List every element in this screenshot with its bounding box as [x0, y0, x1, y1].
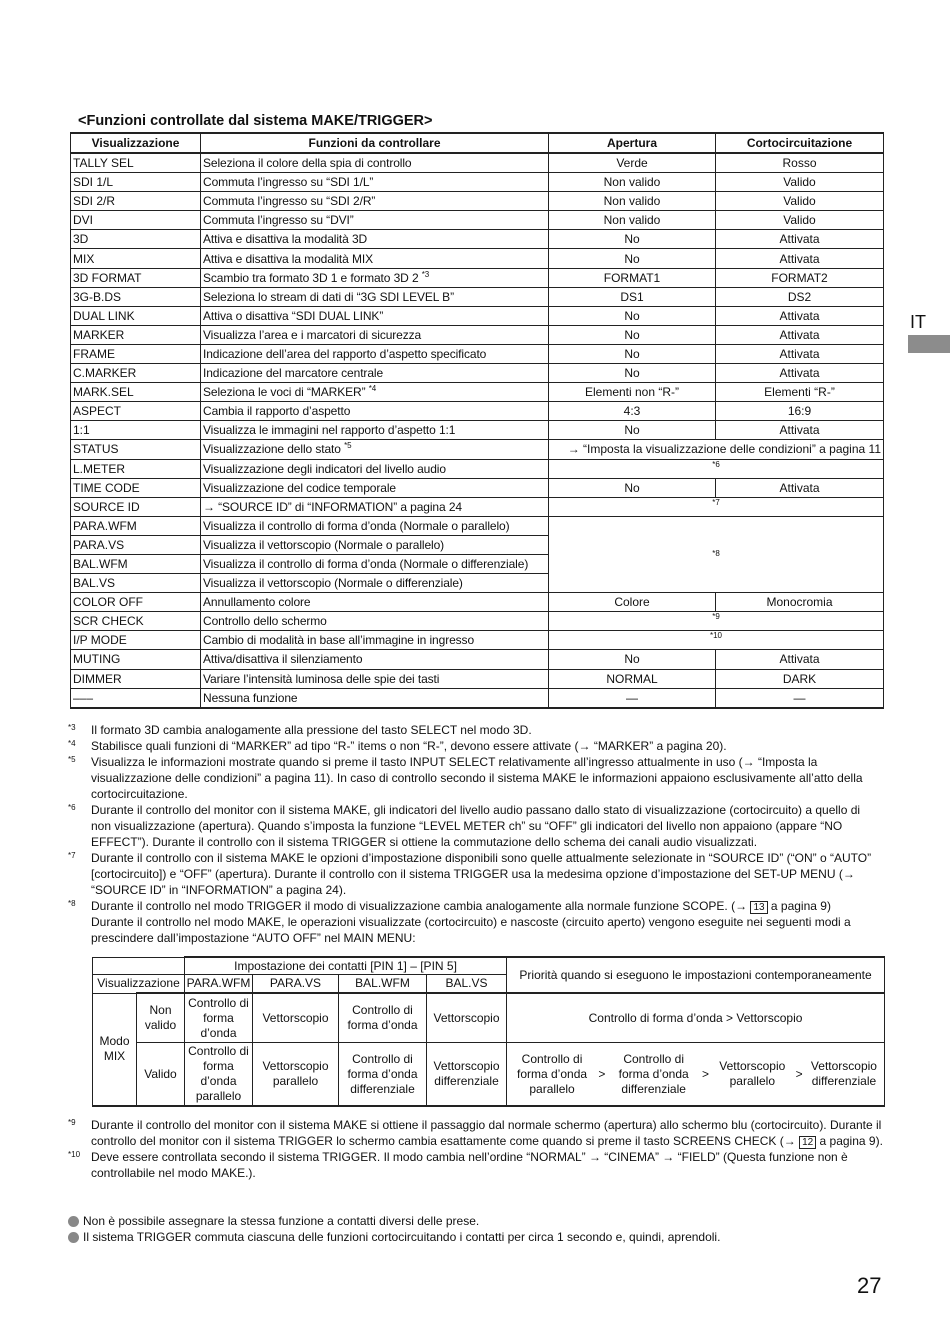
footnote-text: Deve essere controllata secondo il sistema TRIGGER. Il modo cambia nell’ordine “NORMAL” → “CINEMA” → “FIELD” (Questa funzione non è controllabile nel modo MAKE.).	[91, 1150, 848, 1180]
table-row	[71, 364, 884, 383]
footnote-ref: *3	[421, 269, 430, 279]
row-short: Elementi “R-”	[716, 383, 884, 402]
table-header-row	[71, 133, 884, 153]
row-function	[201, 593, 549, 612]
priority-item: Vettorscopio parallelo	[719, 1059, 786, 1088]
row-open: No	[549, 421, 716, 440]
row-open: No	[549, 249, 716, 268]
table-row	[71, 153, 884, 173]
footnote-ref: *5	[344, 441, 352, 451]
row-function-text: Visualizzazione del codice temporale	[203, 480, 396, 495]
table-row	[71, 612, 884, 631]
row-function	[201, 574, 549, 593]
cell-bal-wfm: Controllo di forma d’onda	[339, 993, 427, 1043]
row-function	[201, 516, 549, 535]
footnote-mark: *3	[68, 723, 76, 732]
row-function	[201, 192, 549, 211]
table-row	[71, 249, 884, 268]
row-function-text: Annullamento colore	[203, 595, 311, 610]
row-function-text: Commuta l’ingresso su “SDI 1/L”	[203, 175, 374, 190]
footnote-text-c: Durante il controllo nel modo MAKE, le operazioni visualizzate (cortocircuito) e nascoste (circuito aperto) vengono eseguite nei seguenti modi a prescindere dall’impostazione “AUTO OFF” nel MAIN MENU:	[91, 915, 851, 945]
cell-bal-vs: Vettorscopio differenziale	[427, 1043, 507, 1107]
row-display: C.MARKER	[71, 364, 201, 383]
cell-bal-vs: Vettorscopio	[427, 993, 507, 1043]
footnote-mark: *8	[68, 899, 76, 908]
row-short: Attivata	[716, 306, 884, 325]
row-display: BAL.WFM	[71, 554, 201, 573]
row-display: DVI	[71, 211, 201, 230]
row-display: PARA.VS	[71, 535, 201, 554]
row-display: SDI 1/L	[71, 173, 201, 192]
page-number: 27	[857, 1273, 882, 1298]
bullet-item	[68, 1213, 720, 1229]
row-function	[201, 153, 549, 173]
row-short: Attivata	[716, 421, 884, 440]
row-short: Attivata	[716, 230, 884, 249]
row-display: DIMMER	[71, 669, 201, 688]
row-function-text: Cambia il rapporto d’aspetto	[203, 404, 351, 419]
row-function	[201, 650, 549, 669]
row-open: Verde	[549, 153, 716, 173]
header-display: Visualizzazione	[71, 133, 201, 153]
row-open: Non valido	[549, 192, 716, 211]
mode-mix-cell: Modo MIX	[93, 993, 137, 1106]
cell-bal-wfm: Controllo di forma d’onda differenziale	[339, 1043, 427, 1107]
cell-para-vs: Vettorscopio parallelo	[253, 1043, 339, 1107]
row-span-note: *6	[549, 459, 884, 478]
row-function-text: Indicazione dell’area del rapporto d’aspetto specificato	[203, 346, 487, 361]
row-function-text: Attiva e disattiva la modalità 3D	[203, 232, 368, 247]
row-span-ref: → “Imposta la visualizzazione delle condizioni” a pagina 11	[549, 440, 884, 459]
row-function-text: Cambio di modalità in base all’immagine in ingresso	[203, 633, 475, 648]
row-function-text: Visualizza il controllo di forma d’onda (Normale o parallelo)	[203, 518, 510, 533]
row-short: Valido	[716, 211, 884, 230]
cell-para-wfm: Controllo di forma d’onda	[185, 993, 253, 1043]
footnote-10	[68, 1149, 883, 1181]
row-function-text: Seleziona lo stream di dati di “3G SDI LEVEL B”	[203, 289, 454, 304]
row-open: No	[549, 650, 716, 669]
row-function-text: Commuta l’ingresso su “SDI 2/R”	[203, 194, 376, 209]
table-row	[71, 440, 884, 459]
row-display: SDI 2/R	[71, 192, 201, 211]
row-function	[201, 268, 549, 287]
section-title: <Funzioni controllate dal sistema MAKE/TRIGGER>	[78, 113, 433, 129]
table-row	[71, 421, 884, 440]
row-function-text: Variare l’intensità luminosa delle spie dei tasti	[203, 671, 440, 686]
table-row	[71, 631, 884, 650]
row-function-text: Commuta l’ingresso su “DVI”	[203, 213, 354, 228]
footnote-text: Stabilisce quali funzioni di “MARKER” ad tipo “R-” items o non “R-”, devono essere attivate (→ “MARKER” a pagina 20).	[91, 739, 727, 753]
footnote-text: Durante il controllo con il sistema MAKE le opzioni d’impostazione disponibili sono quelle attualmente selezionate in “SOURCE ID” (“ON” o “AUTO” [cortocircuito]) e “OFF” (apertura). Durante il controllo con il sistema TRIGGER usa la medesima opzione d’impostazione del SET-UP MENU (→ “SOURCE ID” in “INFORMATION” a pagina 24).	[91, 851, 872, 897]
priority-header: Priorità quando si eseguono le impostazioni contemporaneamente	[507, 957, 885, 993]
footnote-4	[68, 738, 883, 754]
row-function-text: Visualizzazione degli indicatori del livello audio	[203, 461, 446, 476]
sub-col-bal-vs: BAL.VS	[427, 975, 507, 994]
row-short: 16:9	[716, 402, 884, 421]
row-display: I/P MODE	[71, 631, 201, 650]
contacts-header: Impostazione dei contatti [PIN 1] – [PIN 5]	[185, 957, 507, 975]
row-display: 1:1	[71, 421, 201, 440]
row-label-invalid: Non valido	[137, 993, 185, 1043]
row-function-text: Indicazione del marcatore centrale	[203, 366, 384, 381]
table-row	[71, 325, 884, 344]
row-group-note: *8	[549, 516, 884, 592]
row-short: FORMAT2	[716, 268, 884, 287]
table-row	[71, 688, 884, 708]
row-function-text: Scambio tra formato 3D 1 e formato 3D 2	[203, 270, 419, 285]
row-display: 3D FORMAT	[71, 268, 201, 287]
row-open: —	[549, 688, 716, 708]
table-row	[71, 173, 884, 192]
table-row	[71, 306, 884, 325]
table-row	[71, 478, 884, 497]
row-short: Attivata	[716, 478, 884, 497]
row-display: –––	[71, 688, 201, 708]
row-open: NORMAL	[549, 669, 716, 688]
footnote-mark: *5	[68, 755, 76, 764]
bullet-dot-icon	[68, 1232, 79, 1243]
row-display: 3G-B.DS	[71, 287, 201, 306]
row-function	[201, 306, 549, 325]
sub-col-para-vs: PARA.VS	[253, 975, 339, 994]
footnote-5	[68, 754, 883, 802]
bullet-dot-icon	[68, 1216, 79, 1227]
row-display: TIME CODE	[71, 478, 201, 497]
row-function	[201, 688, 549, 708]
table-row	[71, 268, 884, 287]
row-function-text: Nessuna funzione	[203, 690, 298, 705]
table-row	[71, 230, 884, 249]
row-function	[201, 402, 549, 421]
row-display: BAL.VS	[71, 574, 201, 593]
row-function-text: Attiva o disattiva “SDI DUAL LINK”	[203, 308, 384, 323]
priority-invalid: Controllo di forma d’onda > Vettorscopio	[507, 993, 885, 1043]
row-open: 4:3	[549, 402, 716, 421]
row-function	[201, 325, 549, 344]
row-function	[201, 478, 549, 497]
row-display: MARKER	[71, 325, 201, 344]
row-display: COLOR OFF	[71, 593, 201, 612]
row-display: TALLY SEL	[71, 153, 201, 173]
language-tab-label: IT	[910, 312, 926, 332]
cell-para-wfm: Controllo di forma d’onda parallelo	[185, 1043, 253, 1107]
header-open: Apertura	[549, 133, 716, 153]
row-display: L.METER	[71, 459, 201, 478]
footnote-text-a: Durante il controllo del monitor con il sistema MAKE si ottiene il passaggio dal normale schermo (apertura) allo schermo blu (cortocircuito). Durante il controllo del monitor con il sistema TRIGGER lo schermo cambia esattamente come quando si preme il tasto SCREENS CHECK (→	[91, 1118, 882, 1148]
row-display: PARA.WFM	[71, 516, 201, 535]
row-function	[201, 535, 549, 554]
row-short: Valido	[716, 192, 884, 211]
priority-separator: >	[598, 1066, 606, 1081]
row-short: —	[716, 688, 884, 708]
row-open: No	[549, 230, 716, 249]
footnote-text-b: a pagina 9)	[770, 899, 831, 913]
sub-row-invalid	[93, 993, 885, 1043]
table-row	[71, 459, 884, 478]
row-short: Attivata	[716, 325, 884, 344]
row-short: Attivata	[716, 344, 884, 363]
row-function-text: Controllo dello schermo	[203, 614, 327, 629]
row-function	[201, 364, 549, 383]
row-function-text: → “SOURCE ID” di “INFORMATION” a pagina 24	[203, 499, 462, 514]
row-function	[201, 211, 549, 230]
footnote-6	[68, 802, 883, 850]
row-function	[201, 230, 549, 249]
row-function	[201, 287, 549, 306]
row-function	[201, 497, 549, 516]
row-function-text: Seleziona le voci di “MARKER”	[203, 385, 366, 400]
table-row	[71, 593, 884, 612]
footnote-9	[68, 1117, 883, 1149]
row-function	[201, 173, 549, 192]
table-row	[71, 211, 884, 230]
sub-col-bal-wfm: BAL.WFM	[339, 975, 427, 994]
footnote-mark: *6	[68, 803, 76, 812]
row-short: DARK	[716, 669, 884, 688]
row-span-note: *9	[549, 612, 884, 631]
row-open: No	[549, 306, 716, 325]
table-row	[71, 516, 884, 535]
mix-mode-table	[92, 956, 885, 1107]
row-open: No	[549, 364, 716, 383]
footnote-text-a: Durante il controllo nel modo TRIGGER il modo di visualizzazione cambia analogamente alla normale funzione SCOPE. (→	[91, 899, 748, 913]
row-display: MIX	[71, 249, 201, 268]
functions-table-body	[71, 153, 884, 708]
footnote-text: Durante il controllo del monitor con il sistema MAKE, gli indicatori del livello audio passano dallo stato di visualizzazione (cortocircuito) a quello di non visualizzazione (apertura). Quando s’imposta la funzione “LEVEL METER ch” su “OFF” gli indicatori del livello non appaiono (appare “NO EFFECT”). Durante il controllo con il sistema TRIGGER si ottiene la commutazione dello schema dei canali audio visualizzati.	[91, 803, 861, 849]
sub-header-row-1	[93, 957, 885, 975]
header-short: Cortocircuitazione	[716, 133, 884, 153]
row-open: Non valido	[549, 211, 716, 230]
priority-separator: >	[701, 1066, 709, 1081]
row-short: Attivata	[716, 249, 884, 268]
priority-item: Vettorscopio differenziale	[810, 1059, 877, 1088]
footnote-3	[68, 722, 883, 738]
footnote-mark: *4	[68, 739, 76, 748]
page-ref-box: 13	[750, 901, 767, 914]
row-function	[201, 440, 549, 459]
row-function	[201, 421, 549, 440]
row-function-text: Visualizza l’area e i marcatori di sicurezza	[203, 327, 422, 342]
row-short: Monocromia	[716, 593, 884, 612]
table-row	[71, 287, 884, 306]
row-function-text: Attiva e disattiva la modalità MIX	[203, 251, 374, 266]
row-function-text: Attiva/disattiva il silenziamento	[203, 652, 363, 667]
row-function-text: Visualizzazione dello stato	[203, 442, 341, 457]
row-display: SCR CHECK	[71, 612, 201, 631]
header-function: Funzioni da controllare	[201, 133, 549, 153]
priority-item: Controllo di forma d’onda differenziale	[618, 1051, 689, 1096]
priority-separator: >	[795, 1066, 803, 1081]
row-function	[201, 554, 549, 573]
row-function	[201, 612, 549, 631]
row-short: Valido	[716, 173, 884, 192]
priority-valid	[507, 1043, 885, 1107]
row-label-valid: Valido	[137, 1043, 185, 1107]
row-open: Colore	[549, 593, 716, 612]
sub-col-display: Visualizzazione	[93, 975, 185, 994]
table-row	[71, 383, 884, 402]
row-function-text: Visualizza le immagini nel rapporto d’aspetto 1:1	[203, 423, 456, 438]
row-function	[201, 383, 549, 402]
row-function-text: Seleziona il colore della spia di controllo	[203, 156, 412, 171]
row-function	[201, 249, 549, 268]
footnotes	[68, 722, 883, 946]
table-row	[71, 497, 884, 516]
footnote-7	[68, 850, 883, 898]
row-display: STATUS	[71, 440, 201, 459]
row-open: FORMAT1	[549, 268, 716, 287]
sub-col-para-wfm: PARA.WFM	[185, 975, 253, 994]
row-short: Attivata	[716, 650, 884, 669]
row-function	[201, 631, 549, 650]
table-row	[71, 192, 884, 211]
table-row	[71, 650, 884, 669]
row-display: ASPECT	[71, 402, 201, 421]
language-tab	[908, 312, 950, 353]
sub-empty-cell	[93, 957, 185, 975]
footnote-8	[68, 898, 883, 946]
row-display: MARK.SEL	[71, 383, 201, 402]
row-function	[201, 459, 549, 478]
bullet-text: Il sistema TRIGGER commuta ciascuna delle funzioni cortocircuitando i contatti per circa 1 secondo e, quindi, aprendoli.	[83, 1230, 721, 1244]
table-row	[71, 402, 884, 421]
row-short: Rosso	[716, 153, 884, 173]
row-function-text: Visualizza il controllo di forma d’onda (Normale o differenziale)	[203, 557, 529, 572]
row-function	[201, 344, 549, 363]
row-open: Elementi non “R-”	[549, 383, 716, 402]
footnote-text-b: a pagina 9).	[819, 1134, 883, 1148]
row-open: DS1	[549, 287, 716, 306]
footnote-ref: *4	[368, 384, 377, 394]
bullet-list	[68, 1213, 720, 1245]
row-short: Attivata	[716, 364, 884, 383]
table-row	[71, 344, 884, 363]
bullet-text: Non è possibile assegnare la stessa funzione a contatti diversi delle prese.	[83, 1214, 480, 1228]
footnotes-lower	[68, 1117, 883, 1181]
row-open: No	[549, 344, 716, 363]
footnote-mark: *10	[68, 1150, 81, 1159]
row-function-text: Visualizza il vettorscopio (Normale o parallelo)	[203, 537, 445, 552]
row-display: 3D	[71, 230, 201, 249]
row-open: Non valido	[549, 173, 716, 192]
footnote-mark: *7	[68, 851, 76, 860]
footnote-mark: *9	[68, 1118, 76, 1127]
row-display: FRAME	[71, 344, 201, 363]
row-open: No	[549, 325, 716, 344]
table-row	[71, 669, 884, 688]
cell-para-vs: Vettorscopio	[253, 993, 339, 1043]
bullet-item	[68, 1229, 720, 1245]
row-display: MUTING	[71, 650, 201, 669]
row-span-note: *7	[549, 497, 884, 516]
row-short: DS2	[716, 287, 884, 306]
footnote-text: Visualizza le informazioni mostrate quando si preme il tasto INPUT SELECT relativamente all’ingresso attualmente in uso (→ “Imposta la visualizzazione delle condizioni” a pagina 11). In caso di controllo secondo il sistema MAKE le informazioni appaiono esclusivamente all’atto della cortocircuitazione.	[91, 755, 863, 801]
row-display: SOURCE ID	[71, 497, 201, 516]
sub-row-valid	[93, 1043, 885, 1107]
priority-item: Controllo di forma d’onda parallelo	[517, 1051, 588, 1096]
footnote-text	[91, 1117, 883, 1149]
page-ref-box: 12	[799, 1136, 816, 1149]
row-open: No	[549, 478, 716, 497]
row-function	[201, 669, 549, 688]
row-display: DUAL LINK	[71, 306, 201, 325]
footnote-text: Il formato 3D cambia analogamente alla pressione del tasto SELECT nel modo 3D.	[91, 723, 532, 737]
functions-table	[70, 132, 884, 709]
language-tab-bar	[908, 335, 950, 353]
footnote-text	[91, 898, 883, 946]
row-span-note: *10	[549, 631, 884, 650]
row-function-text: Visualizza il vettorscopio (Normale o differenziale)	[203, 576, 463, 591]
